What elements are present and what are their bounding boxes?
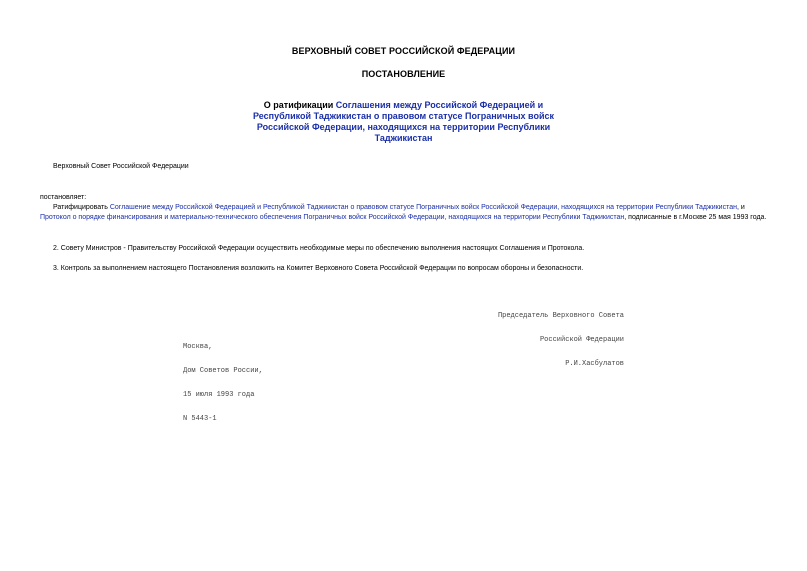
intro-text: Верховный Совет Российской Федерации — [53, 163, 189, 170]
p1-suffix: , подписанные в г.Москве 25 мая 1993 года. — [624, 214, 767, 221]
signature-block — [420, 296, 624, 384]
document-date: 15 июля 1993 года — [183, 391, 255, 399]
resolves-text: постановляет: — [40, 194, 87, 201]
signature-line-1: Председатель Верховного Совета — [497, 312, 624, 320]
p1-prefix: Ратифицировать — [53, 204, 110, 211]
protocol-link[interactable]: Протокол о порядке финансирования и материально-технического обеспечения Пограничных войск Российской Федерации, находящихся на территории Республики Таджикистан — [40, 214, 625, 221]
place-building: Дом Советов России, — [183, 367, 263, 375]
signature-line-2: Российской Федерации — [539, 336, 624, 344]
place-city: Москва, — [183, 343, 213, 351]
paragraph-2: 2. Совету Министров - Правительству Российской Федерации осуществить необходимые меры по обеспечению выполнения настоящих Соглашения и Протокола. — [53, 245, 585, 252]
paragraph-1 — [40, 203, 775, 223]
signature-name: Р.И.Хасбулатов — [565, 360, 624, 368]
issuing-body: ВЕРХОВНЫЙ СОВЕТ РОССИЙСКОЙ ФЕДЕРАЦИИ — [291, 46, 516, 56]
paragraph-3: 3. Контроль за выполнением настоящего Постановления возложить на Комитет Верховного Совета Российской Федерации по вопросам обороны и безопасности. — [53, 265, 584, 272]
document-title — [240, 100, 567, 144]
p1-mid: , и — [736, 204, 745, 211]
document-type: ПОСТАНОВЛЕНИЕ — [361, 69, 446, 79]
document-number: N 5443-1 — [183, 415, 217, 423]
title-agreement-link[interactable]: Соглашения между Российской Федерацией и Республикой Таджикистан о правовом статусе Пограничных войск Российской Федерации, находящихся на территории Республики Таджикистан — [252, 100, 555, 143]
title-prefix: О ратификации — [263, 100, 336, 110]
agreement-link[interactable]: Соглашение между Российской Федерацией и Республикой Таджикистан о правовом статусе Пограничных войск Российской Федерации, находящихся на территории Республики Таджикистан — [109, 204, 737, 211]
place-date-block — [183, 327, 263, 439]
